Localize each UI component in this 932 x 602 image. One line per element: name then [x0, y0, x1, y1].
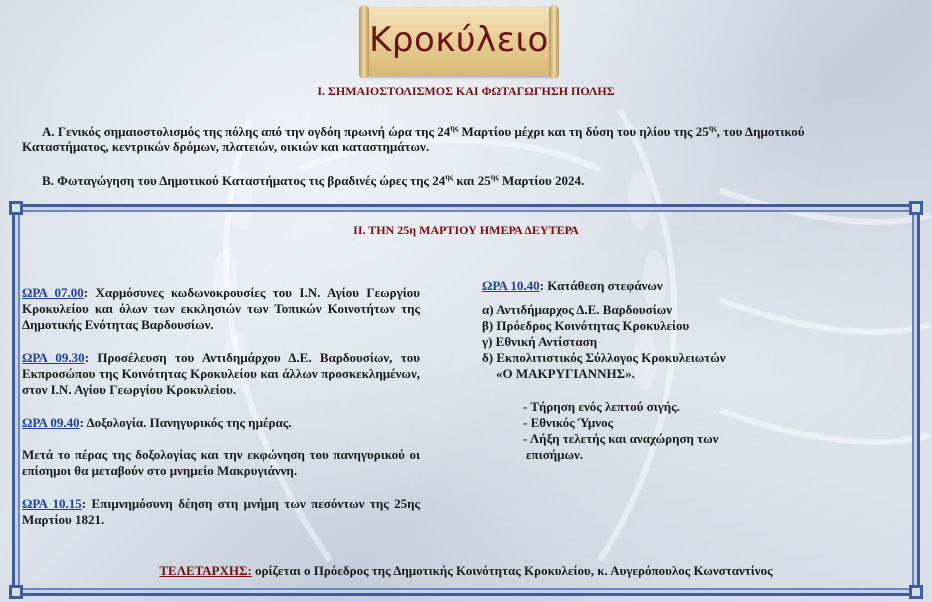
section1-paragraph-a-cont: Καταστήματος, κεντρικών δρόμων, πλατειών, οικιών και καταστημάτων.: [22, 139, 430, 154]
wreath-item: δ) Εκπολιτιστικός Σύλλογος Κροκυλειωτών: [482, 350, 726, 365]
wreath-item: α) Αντιδήμαρχος Δ.Ε. Βαρδουσίων: [482, 302, 673, 317]
section1-paragraph-b: Β. Φωταγώγηση του Δημοτικού Καταστήματος τις βραδινές ώρες της $24^{\eta\varsigma}$ και $25^{\eta\varsigma}$ Μαρτίου 2024.: [42, 172, 585, 188]
frame-corner: [9, 585, 23, 599]
ceremony-master-label: ΤΕΛΕΤΑΡΧΗΣ:: [159, 563, 252, 578]
wreath-item: β) Πρόεδρος Κοινότητας Κροκυλείου: [482, 318, 690, 333]
section1-heading: Ι. ΣΗΜΑΙΟΣΤΟΛΙΣΜΟΣ ΚΑΙ ΦΩΤΑΓΩΓΗΣΗ ΠΟΛΗΣ: [317, 84, 615, 98]
section1-paragraph-a: Α. Γενικός σημαιοστολισμός της πόλης από την ογδόη πρωινή ώρα της $24^{\eta\varsigma}$ Μαρτίου μέχρι και τη δύση του ηλίου της $25^{\eta\varsigma}$, του Δημοτικού: [42, 123, 805, 139]
title-scroll-banner: [364, 8, 554, 76]
schedule-item-0940: ΩΡΑ 09.40: Δοξολογία. Πανηγυρικός της ημέρας.: [22, 415, 292, 430]
frame-corner: [909, 201, 923, 215]
page-title: Κροκύλειο: [369, 20, 549, 60]
schedule-item-1015: ΩΡΑ 10.15: Επιμνημόσυνη δέηση στη μνήμη των πεσόντων της 25ης Μαρτίου 1821.: [22, 496, 420, 527]
schedule-item-0700: ΩΡΑ 07.00: Χαρμόσυνες κωδωνοκρουσίες του Ι.Ν. Αγίου Γεωργίου Κροκυλείου και όλων των εκκλησιών των Τοπικών Κοινοτήτων της Δημοτικής Ενότητας Βαρδουσίων.: [22, 285, 420, 332]
closing-item: - Εθνικός Ύμνος: [523, 415, 614, 430]
ceremony-master-line: ΤΕΛΕΤΑΡΧΗΣ: ορίζεται ο Πρόεδρος της Δημοτικής Κοινότητας Κροκυλείου, κ. Αυγερόπουλος Κωνσταντίνος: [159, 563, 773, 578]
schedule-item-0930: ΩΡΑ 09.30: Προσέλευση του Αντιδημάρχου Δ.Ε. Βαρδουσίων, του Εκπροσώπου της Κοινότητας Κροκυλείου και άλλων προσκεκλημένων, στον Ι.Ν. Αγίου Γεωργίου Κροκυλείου.: [22, 350, 420, 397]
frame-corner: [9, 201, 23, 215]
closing-item: επισήμων.: [526, 447, 584, 462]
closing-item: - Λήξη τελετής και αναχώρηση των: [523, 431, 719, 446]
schedule-item-1040: ΩΡΑ 10.40: Κατάθεση στεφάνων: [482, 278, 663, 293]
frame-corner: [909, 585, 923, 599]
program-frame: [12, 204, 920, 596]
section2-heading: ΙΙ. ΤΗΝ 25η ΜΑΡΤΙΟΥ ΗΜΕΡΑ ΔΕΥΤΕΡΑ: [353, 223, 579, 237]
wreath-item: «Ο ΜΑΚΡΥΓΙΑΝΝΗΣ».: [496, 366, 635, 381]
wreath-item: γ) Εθνική Αντίσταση: [482, 334, 598, 349]
schedule-note-memorial: Μετά το πέρας της δοξολογίας και την εκφώνηση του πανηγυρικού οι επίσημοι θα μεταβούν στο μνημείο Μακρυγιάννη.: [22, 447, 420, 478]
closing-item: - Τήρηση ενός λεπτού σιγής.: [523, 399, 680, 414]
